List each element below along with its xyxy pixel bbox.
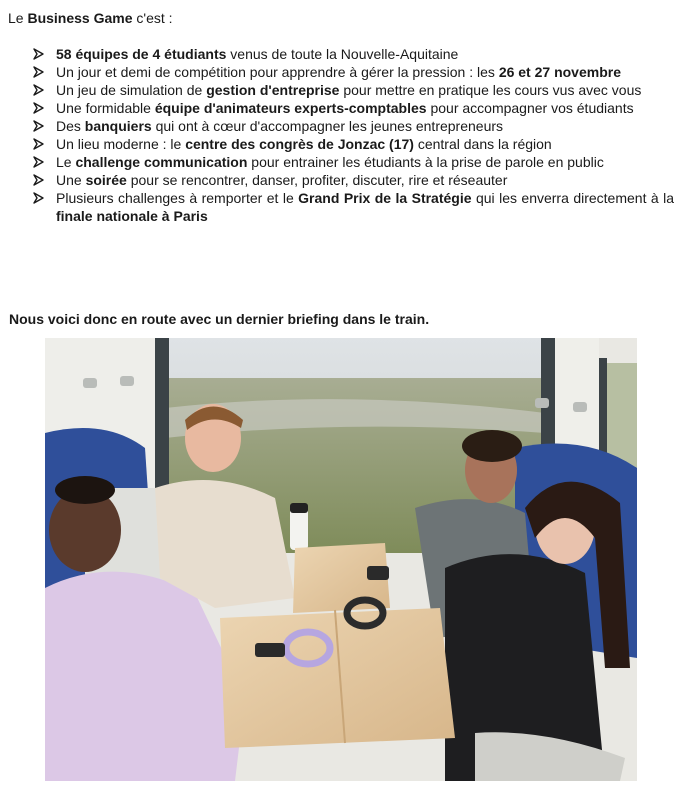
intro-line	[8, 9, 173, 27]
bullet-text: Un jour et demi de compétition pour apprendre à gérer la pression : les	[56, 64, 499, 80]
bullet-emphasis: 58 équipes de 4 étudiants	[56, 46, 227, 62]
bullet-item	[56, 45, 674, 63]
bullet-emphasis: gestion d'entreprise	[206, 82, 340, 98]
bullet-text: Un jeu de simulation de	[56, 82, 207, 98]
bullet-text: Une	[56, 172, 86, 188]
bullet-text: qui les enverra directement à la	[471, 190, 674, 206]
bullet-text: pour accompagner vos étudiants	[426, 100, 634, 116]
bullet-emphasis: challenge communication	[75, 154, 248, 170]
bullet-emphasis: finale nationale à Paris	[56, 208, 208, 224]
arrow-bullet-icon	[32, 171, 46, 189]
bullet-text: Un lieu moderne : le	[56, 136, 186, 152]
bullet-emphasis: centre des congrès de Jonzac (17)	[185, 136, 414, 152]
bullet-item	[56, 99, 674, 117]
train-photo-illustration	[45, 338, 637, 781]
arrow-bullet-icon	[32, 153, 46, 171]
bullet-item	[56, 171, 674, 189]
intro-prefix: Le	[8, 10, 28, 26]
bullet-emphasis: équipe d'animateurs experts-comptables	[154, 100, 427, 116]
arrow-bullet-icon	[32, 99, 46, 117]
bullet-text: Plusieurs challenges à remporter et le	[56, 190, 299, 206]
intro-suffix: c'est :	[132, 10, 173, 26]
arrow-bullet-icon	[32, 117, 46, 135]
arrow-bullet-icon	[32, 63, 46, 81]
bullet-text: Le	[56, 154, 76, 170]
bullet-text: central dans la région	[413, 136, 552, 152]
arrow-bullet-icon	[32, 81, 46, 99]
train-photo	[45, 338, 637, 781]
arrow-bullet-icon	[32, 45, 46, 63]
briefing-caption: Nous voici donc en route avec un dernier briefing dans le train.	[9, 311, 430, 327]
bullet-item	[56, 135, 674, 153]
bullet-text: pour se rencontrer, danser, profiter, discuter, rire et réseauter	[126, 172, 508, 188]
bullet-text: pour mettre en pratique les cours vus avec vous	[339, 82, 642, 98]
bullet-item	[56, 153, 674, 171]
arrow-bullet-icon	[32, 135, 46, 153]
bullet-emphasis: Grand Prix de la Stratégie	[298, 190, 472, 206]
bullet-text: qui ont à cœur d'accompagner les jeunes entrepreneurs	[151, 118, 504, 134]
bullet-item	[56, 189, 674, 225]
bullet-emphasis: soirée	[85, 172, 127, 188]
bullet-text: venus de toute la Nouvelle-Aquitaine	[226, 46, 459, 62]
intro-brand: Business Game	[27, 10, 133, 26]
bullet-item	[56, 81, 674, 99]
phone	[255, 643, 285, 657]
arrow-bullet-icon	[32, 189, 46, 207]
bullet-text: Des	[56, 118, 85, 134]
bullet-text: Une formidable	[56, 100, 155, 116]
bullet-emphasis: banquiers	[84, 118, 152, 134]
bullet-item	[56, 63, 674, 81]
bullet-text: pour entrainer les étudiants à la prise de parole en public	[247, 154, 604, 170]
table	[220, 608, 455, 748]
bullet-list	[56, 45, 674, 225]
bullet-item	[56, 117, 674, 135]
bullet-emphasis: 26 et 27 novembre	[498, 64, 621, 80]
